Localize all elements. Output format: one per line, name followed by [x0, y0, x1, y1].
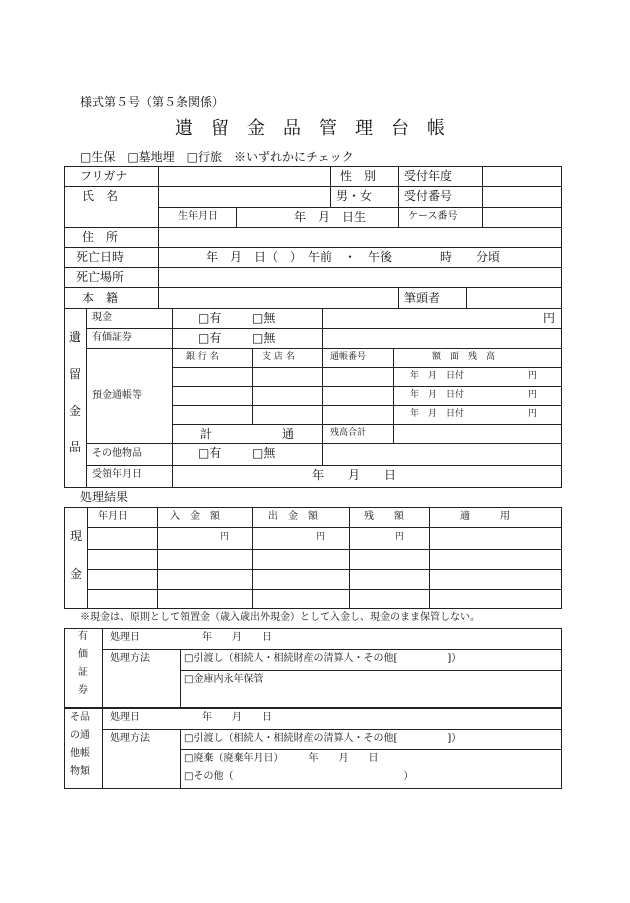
title-char: 金 [247, 118, 265, 139]
gender-label: 性 別 [340, 169, 377, 183]
other-other-option[interactable]: □その他（ ） [184, 771, 414, 782]
balance-date: 年 月 日付 [410, 371, 465, 381]
received-date-label: 受領年月日 [92, 469, 142, 480]
name-label: 氏 名 [82, 189, 119, 203]
other-method-label: 処理方法 [110, 733, 150, 744]
securities-no-checkbox[interactable]: □無 [252, 331, 276, 345]
withdrawal-yen: 円 [316, 532, 326, 542]
other-side-char: の通 [70, 730, 90, 741]
other-yes-checkbox[interactable]: □有 [198, 446, 222, 460]
received-date-value[interactable]: 年 月 日 [312, 468, 397, 482]
death-place-label: 死亡場所 [76, 270, 125, 284]
balance-yen: 円 [395, 532, 405, 542]
other-items-label: その他物品 [92, 448, 142, 459]
col-description: 適 用 [460, 511, 510, 522]
other-no-checkbox[interactable]: □無 [252, 446, 276, 460]
title-char: 理 [355, 118, 373, 139]
cash-label: 現金 [92, 312, 112, 323]
cash-yen-unit: 円 [543, 311, 556, 325]
other-side-char: 他帳 [70, 748, 90, 759]
other-dispose-option[interactable]: □廃棄（廃棄年月日） 年 月 日 [184, 753, 379, 764]
total-label: 計 [200, 427, 213, 441]
effects-side-char: 留 [69, 367, 82, 381]
other-date-label: 処理日 [110, 712, 140, 723]
case-number-label: ケース番号 [408, 211, 458, 222]
balance-yen: 円 [528, 390, 538, 400]
title-char: 台 [391, 118, 409, 139]
bankbook-label: 預金通帳等 [92, 390, 142, 401]
title-char: 遺 [175, 118, 193, 139]
bank-name-header: 銀 行 名 [186, 352, 219, 362]
results-heading: 処理結果 [80, 490, 129, 504]
cash-yes-checkbox[interactable]: □有 [198, 311, 222, 325]
col-balance: 残 額 [364, 511, 404, 522]
securities-side-char: 有 [78, 631, 88, 642]
securities-method-label: 処理方法 [110, 653, 150, 664]
other-side-char: 物類 [70, 766, 90, 777]
other-side-char: そ品 [70, 712, 90, 723]
title-char: 留 [211, 118, 229, 139]
effects-side-char: 品 [69, 440, 82, 454]
household-head-label: 筆頭者 [404, 291, 441, 305]
balance-date: 年 月 日付 [410, 390, 465, 400]
balance-total-label: 残高合計 [330, 428, 367, 438]
balance-yen: 円 [528, 371, 538, 381]
furigana-label: フリガナ [80, 169, 128, 183]
category-checkboxes[interactable]: □生保 □墓地埋 □行旅 ※いずれかにチェック [80, 150, 354, 164]
account-number-header: 通帳番号 [330, 352, 367, 362]
results-side-char: 現 [70, 529, 83, 543]
effects-side-char: 遺 [69, 330, 82, 344]
title-char: 帳 [427, 118, 445, 139]
branch-name-header: 支 店 名 [262, 352, 295, 362]
death-datetime-value[interactable]: 年 月 日（ ） 午前 ・ 午後 時 分頃 [206, 250, 501, 264]
birthdate-value[interactable]: 年 月 日生 [294, 210, 367, 224]
securities-date-value[interactable]: 年 月 日 [202, 632, 272, 643]
gender-value[interactable]: 男・女 [336, 189, 373, 203]
death-datetime-label: 死亡日時 [76, 250, 125, 264]
results-table [64, 507, 562, 609]
securities-safe-option[interactable]: □金庫内永年保管 [184, 674, 264, 685]
other-handover-option[interactable]: □引渡し（相続人・相続財産の清算人・その他[ ]） [184, 733, 462, 744]
securities-label: 有価証券 [92, 332, 132, 343]
effects-side-char: 金 [69, 404, 82, 418]
title-char: 管 [319, 118, 337, 139]
form-number: 様式第５号（第５条関係） [80, 95, 225, 109]
address-label: 住 所 [82, 230, 119, 244]
cash-no-checkbox[interactable]: □無 [252, 311, 276, 325]
col-date: 年月日 [98, 511, 128, 522]
balance-header: 額 面 残 高 [432, 352, 496, 362]
title-char: 品 [283, 118, 301, 139]
deposit-yen: 円 [220, 532, 230, 542]
count-unit: 通 [282, 427, 295, 441]
cash-note: ※現金は、原則として領置金（歳入歳出外現金）として入金し、現金のまま保管しない。 [80, 612, 480, 623]
balance-yen: 円 [528, 409, 538, 419]
securities-yes-checkbox[interactable]: □有 [198, 331, 222, 345]
securities-side-char: 価 [78, 649, 88, 660]
securities-handover-option[interactable]: □引渡し（相続人・相続財産の清算人・その他[ ]） [184, 653, 462, 664]
results-side-char: 金 [70, 567, 83, 581]
securities-side-char: 券 [78, 685, 88, 696]
receipt-year-label: 受付年度 [404, 169, 453, 183]
birthdate-label: 生年月日 [178, 211, 218, 222]
securities-date-label: 処理日 [110, 632, 140, 643]
col-withdrawal: 出 金 額 [268, 511, 318, 522]
domicile-label: 本 籍 [82, 291, 119, 305]
other-date-value[interactable]: 年 月 日 [202, 712, 272, 723]
balance-date: 年 月 日付 [410, 409, 465, 419]
securities-side-char: 証 [78, 667, 88, 678]
col-deposit: 入 金 額 [170, 511, 220, 522]
receipt-number-label: 受付番号 [404, 189, 453, 203]
